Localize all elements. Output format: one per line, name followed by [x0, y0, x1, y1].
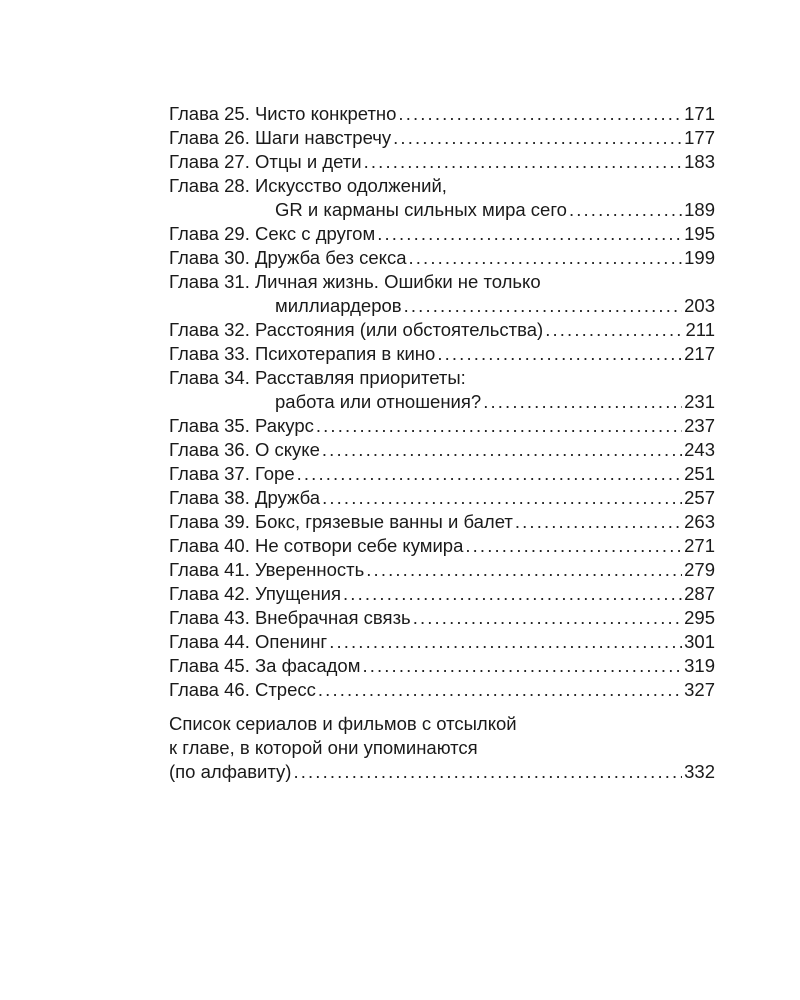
toc-line [169, 198, 715, 222]
dot-leader [316, 414, 682, 438]
toc-entry[interactable] [169, 606, 715, 630]
toc-line [169, 486, 715, 510]
dot-leader [569, 198, 682, 222]
toc-entry[interactable] [169, 102, 715, 126]
toc-line [169, 174, 715, 198]
toc-entry-title-continued: (по алфавиту) [169, 761, 292, 782]
dot-leader [364, 150, 683, 174]
toc-line [169, 246, 715, 270]
toc-entry[interactable] [169, 318, 715, 342]
toc-line [169, 294, 715, 318]
toc-entry[interactable] [169, 438, 715, 462]
toc-page-number: 319 [684, 655, 715, 676]
toc-line [169, 414, 715, 438]
toc-entry[interactable] [169, 582, 715, 606]
toc-page-number: 189 [684, 199, 715, 220]
dot-leader [393, 126, 682, 150]
toc-entry[interactable] [169, 630, 715, 654]
table-of-contents [169, 102, 715, 784]
toc-entry[interactable] [169, 678, 715, 702]
dot-leader [322, 438, 682, 462]
toc-line [169, 102, 715, 126]
toc-entry-title: Глава 37. Горе [169, 463, 295, 484]
toc-entry-title: Глава 25. Чисто конкретно [169, 103, 397, 124]
dot-leader [398, 102, 682, 126]
toc-entry[interactable] [169, 534, 715, 558]
toc-page-number: 237 [684, 415, 715, 436]
toc-line [169, 582, 715, 606]
toc-page-number: 257 [684, 487, 715, 508]
toc-line [169, 712, 715, 736]
toc-line [169, 222, 715, 246]
toc-page-number: 231 [684, 391, 715, 412]
toc-page-number: 279 [684, 559, 715, 580]
toc-page-number: 263 [684, 511, 715, 532]
toc-entry-title: Глава 28. Искусство одолжений, [169, 175, 447, 196]
dot-leader [437, 342, 682, 366]
toc-entry-title: Глава 35. Ракурс [169, 415, 314, 436]
toc-entry-title: Глава 38. Дружба [169, 487, 321, 508]
dot-leader [404, 294, 683, 318]
toc-entry-title: Глава 40. Не сотвори себе кумира [169, 535, 464, 556]
toc-entry-title: Список сериалов и фильмов с отсылкой [169, 713, 517, 734]
toc-page-number: 251 [684, 463, 715, 484]
toc-line [169, 760, 715, 784]
toc-entry-appendix[interactable] [169, 712, 715, 784]
toc-page-number: 217 [684, 343, 715, 364]
toc-entry[interactable] [169, 126, 715, 150]
toc-line [169, 510, 715, 534]
toc-entry[interactable] [169, 150, 715, 174]
dot-leader [329, 630, 682, 654]
toc-page-number: 199 [684, 247, 715, 268]
dot-leader [366, 558, 682, 582]
toc-line [169, 390, 715, 414]
dot-leader [545, 318, 683, 342]
toc-page-number: 327 [684, 679, 715, 700]
dot-leader [293, 760, 682, 784]
toc-line [169, 678, 715, 702]
toc-entry-title-continued: миллиардеров [275, 295, 402, 316]
toc-line [169, 270, 715, 294]
toc-entry[interactable] [169, 366, 715, 414]
toc-page-number: 301 [684, 631, 715, 652]
toc-entry-title: Глава 30. Дружба без секса [169, 247, 407, 268]
toc-page-number: 243 [684, 439, 715, 460]
dot-leader [515, 510, 682, 534]
dot-leader [413, 606, 682, 630]
dot-leader [297, 462, 683, 486]
dot-leader [362, 654, 682, 678]
toc-page-number: 171 [684, 103, 715, 124]
dot-leader [409, 246, 683, 270]
toc-page-number: 287 [684, 583, 715, 604]
toc-line [169, 342, 715, 366]
toc-entry[interactable] [169, 654, 715, 678]
dot-leader [483, 390, 682, 414]
toc-entry[interactable] [169, 270, 715, 318]
toc-entry-title-continued: GR и карманы сильных мира сего [275, 199, 567, 220]
toc-entry[interactable] [169, 510, 715, 534]
toc-entry-title: Глава 27. Отцы и дети [169, 151, 362, 172]
toc-entry-title-continued: работа или отношения? [275, 391, 482, 412]
toc-line [169, 606, 715, 630]
toc-entry[interactable] [169, 246, 715, 270]
toc-page-number: 177 [684, 127, 715, 148]
dot-leader [322, 486, 682, 510]
dot-leader [377, 222, 682, 246]
toc-page-number: 183 [684, 151, 715, 172]
toc-page-number: 295 [684, 607, 715, 628]
toc-entry-title: Глава 33. Психотерапия в кино [169, 343, 436, 364]
toc-entry-title-continued: к главе, в которой они упоминаются [169, 737, 478, 758]
toc-entry[interactable] [169, 462, 715, 486]
toc-line [169, 150, 715, 174]
toc-entry-title: Глава 39. Бокс, грязевые ванны и балет [169, 511, 513, 532]
toc-entry[interactable] [169, 222, 715, 246]
toc-line [169, 318, 715, 342]
toc-line [169, 630, 715, 654]
toc-entry[interactable] [169, 414, 715, 438]
toc-entry-title: Глава 29. Секс с другом [169, 223, 376, 244]
toc-entry-title: Глава 44. Опенинг [169, 631, 328, 652]
toc-entry-title: Глава 36. О скуке [169, 439, 320, 460]
toc-entry-title: Глава 31. Личная жизнь. Ошибки не только [169, 271, 541, 292]
toc-entry[interactable] [169, 486, 715, 510]
dot-leader [318, 678, 682, 702]
toc-page-number: 195 [684, 223, 715, 244]
toc-line [169, 558, 715, 582]
toc-entry-title: Глава 45. За фасадом [169, 655, 361, 676]
toc-entry-title: Глава 43. Внебрачная связь [169, 607, 411, 628]
toc-line [169, 736, 715, 760]
toc-entry[interactable] [169, 342, 715, 366]
toc-entry[interactable] [169, 174, 715, 222]
toc-entry-title: Глава 26. Шаги навстречу [169, 127, 392, 148]
toc-page-number: 332 [684, 761, 715, 782]
toc-line [169, 462, 715, 486]
toc-page-number: 271 [684, 535, 715, 556]
toc-line [169, 534, 715, 558]
toc-entry-title: Глава 42. Упущения [169, 583, 342, 604]
toc-entry-title: Глава 41. Уверенность [169, 559, 365, 580]
dot-leader [465, 534, 682, 558]
toc-entry[interactable] [169, 558, 715, 582]
toc-line [169, 126, 715, 150]
toc-page-number: 203 [684, 295, 715, 316]
dot-leader [343, 582, 682, 606]
toc-line [169, 366, 715, 390]
toc-line [169, 654, 715, 678]
section-gap [169, 702, 715, 712]
toc-page-number: 211 [685, 319, 715, 340]
toc-entry-title: Глава 46. Стресс [169, 679, 316, 700]
toc-line [169, 438, 715, 462]
toc-entry-title: Глава 32. Расстояния (или обстоятельства) [169, 319, 544, 340]
toc-entry-title: Глава 34. Расставляя приоритеты: [169, 367, 466, 388]
